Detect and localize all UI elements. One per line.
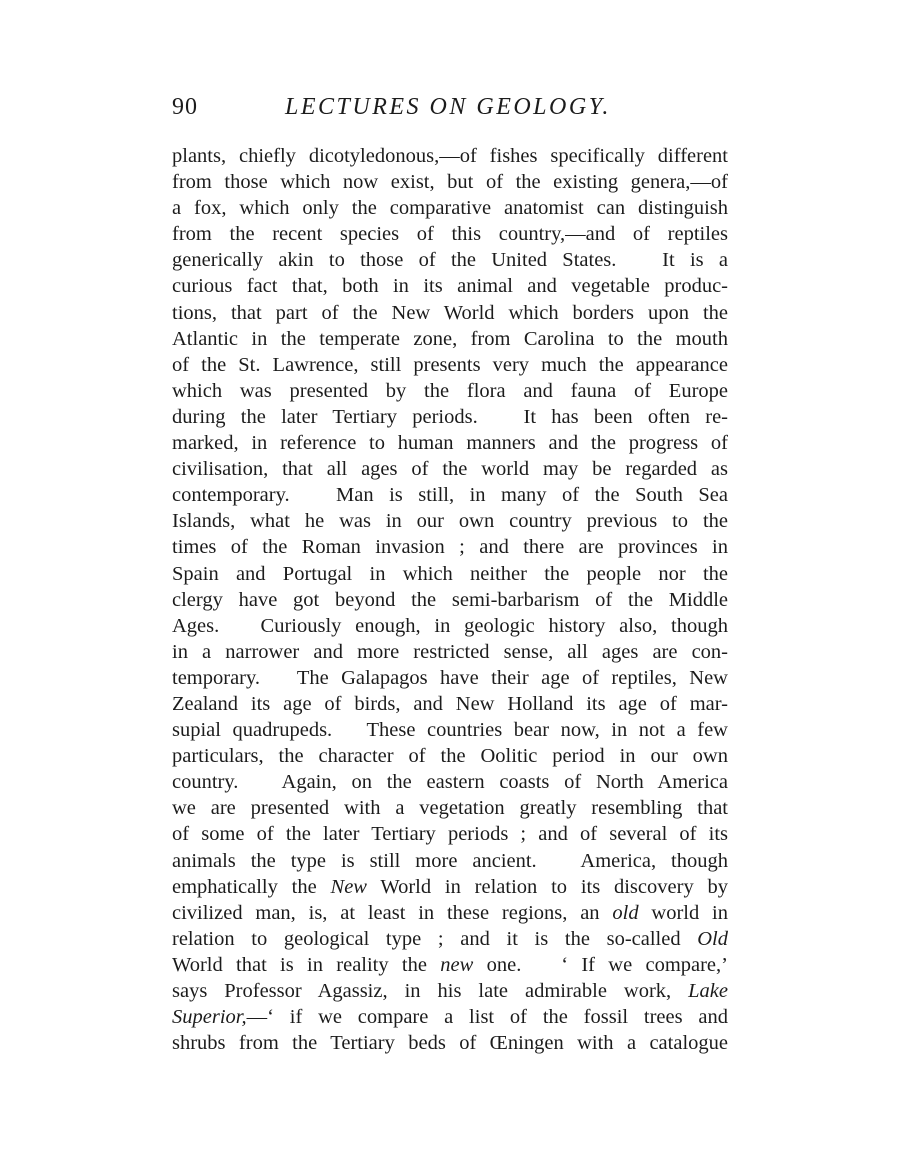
text-line [172,1030,728,1056]
text-segment: civilisation, that all ages of the world may be regarded as [172,458,728,481]
text-line [172,143,728,169]
text-segment: says Professor Agassiz, in his late admirable work, [172,980,689,1002]
text-segment: clergy have got beyond the semi-barbarism of the Middle [172,588,728,611]
text-segment: times of the Roman invasion ; and there are provinces in [172,536,728,559]
text-line [172,1004,728,1030]
text-line [172,561,728,587]
text-segment: generically akin to those of the United States. It is a [172,249,728,272]
italic-text: new [440,953,474,976]
text-segment: Zealand its age of birds, and New Holland its age of mar- [172,692,728,715]
text-segment: a fox, which only the comparative anatomist can distinguish [172,197,728,220]
text-line [172,169,728,195]
text-line [172,848,728,874]
text-line [172,404,728,430]
italic-text: Lake [688,980,728,1002]
page-number: 90 [172,94,198,120]
text-line [172,221,728,247]
text-segment: we are presented with a vegetation greatly resembling that [172,797,728,820]
text-line [172,273,728,299]
text-line [172,821,728,847]
text-segment: in a narrower and more restricted sense, all ages are con- [172,640,728,663]
text-line [172,195,728,221]
text-line [172,352,728,378]
text-segment: relation to geological type ; and it is the so-called [172,927,698,950]
italic-text: Superior, [172,1006,247,1029]
text-line [172,978,728,1004]
italic-text: New [330,875,367,898]
text-segment: Ages. Curiously enough, in geologic history also, though [172,614,728,637]
running-title: LECTURES ON GEOLOGY. [285,94,611,120]
text-segment: World in relation to its discovery by [366,875,728,898]
running-head [172,94,732,128]
text-line [172,430,728,456]
text-segment: which was presented by the flora and fauna of Europe [172,379,728,402]
text-segment: World that is in reality the [172,953,441,976]
text-segment: Atlantic in the temperate zone, from Carolina to the mouth [172,327,728,350]
text-segment: shrubs from the Tertiary beds of Œningen with a catalogue [172,1032,728,1055]
text-line [172,795,728,821]
text-segment: contemporary. Man is still, in many of the South Sea [172,484,728,507]
text-segment: animals the type is still more ancient. America, though [172,849,728,872]
text-segment: of the St. Lawrence, still presents very much the appearance [172,353,728,376]
text-line [172,665,728,691]
text-segment: from those which now exist, but of the existing genera,—of [172,171,728,194]
text-line [172,900,728,926]
text-line [172,326,728,352]
text-line [172,952,728,978]
text-segment: emphatically the [172,875,331,898]
text-line [172,456,728,482]
text-line [172,874,728,900]
text-line [172,639,728,665]
body-text [172,143,728,1056]
text-segment: civilized man, is, at least in these regions, an [172,901,613,924]
text-line [172,587,728,613]
text-segment: tions, that part of the New World which borders upon the [172,301,728,324]
italic-text: old [612,901,639,924]
text-segment: of some of the later Tertiary periods ; and of several of its [172,823,728,846]
text-line [172,926,728,952]
italic-text: Old [697,927,728,950]
text-segment: world in [638,901,728,924]
text-line [172,482,728,508]
text-segment: from the recent species of this country,—and of reptiles [172,223,728,246]
text-segment: plants, chiefly dicotyledonous,—of fishes specifically different [172,145,728,167]
text-segment: Spain and Portugal in which neither the people nor the [172,562,728,585]
text-segment: temporary. The Galapagos have their age of reptiles, New [172,666,728,689]
text-line [172,534,728,560]
text-segment: supial quadrupeds. These countries bear now, in not a few [172,719,728,742]
text-line [172,717,728,743]
text-line [172,508,728,534]
text-segment: —‘ if we compare a list of the fossil trees and [246,1006,728,1029]
text-line [172,613,728,639]
text-line [172,247,728,273]
text-line [172,378,728,404]
text-segment: Islands, what he was in our own country previous to the [172,510,728,533]
text-line [172,300,728,326]
text-line [172,691,728,717]
text-line [172,743,728,769]
text-segment: marked, in reference to human manners and the progress of [172,432,728,455]
text-segment: during the later Tertiary periods. It has been often re- [172,405,728,428]
text-line [172,769,728,795]
text-segment: particulars, the character of the Oolitic period in our own [172,745,728,768]
text-segment: one. ‘ If we compare,’ [473,953,728,976]
text-segment: country. Again, on the eastern coasts of North America [172,771,728,794]
text-segment: curious fact that, both in its animal and vegetable produc- [172,275,728,298]
